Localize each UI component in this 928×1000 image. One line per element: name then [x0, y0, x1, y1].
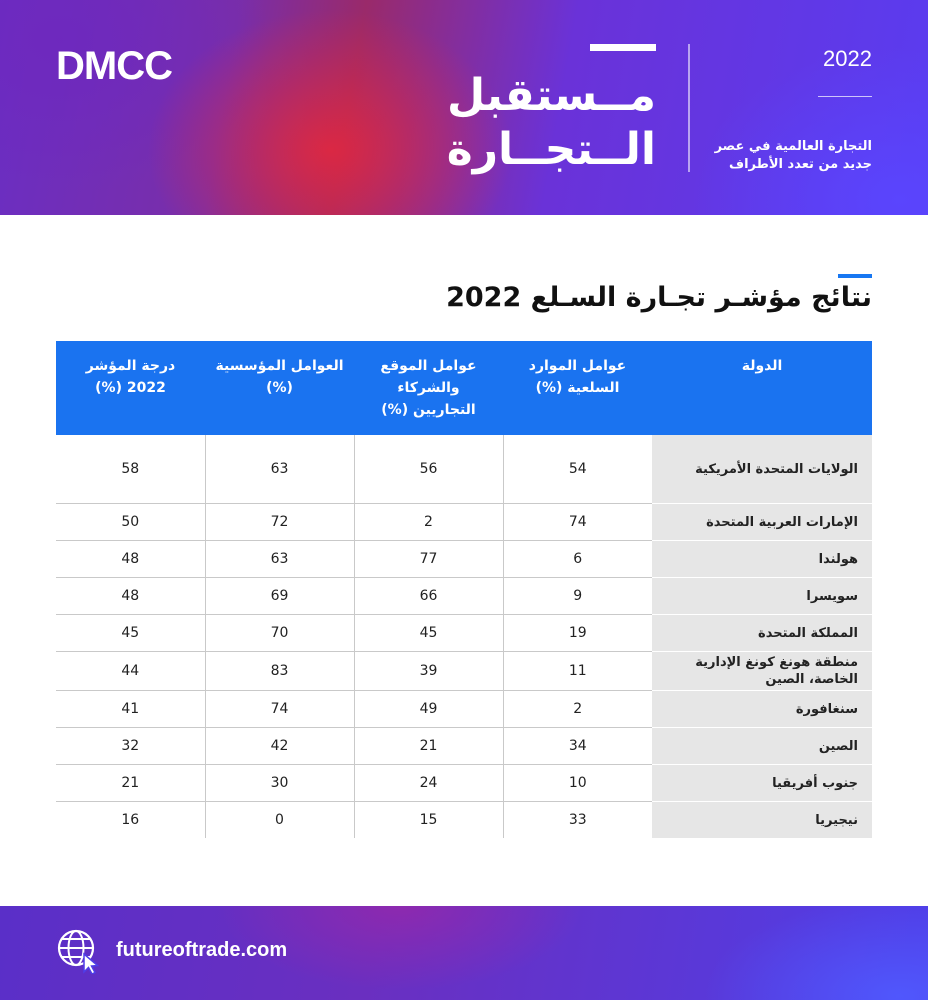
location-cell: 39	[354, 652, 503, 691]
year-rule	[818, 96, 872, 97]
header-banner	[0, 0, 928, 215]
resources-cell: 19	[503, 615, 652, 652]
resources-cell: 33	[503, 802, 652, 839]
table-row	[56, 652, 872, 691]
country-cell: جنوب أفريقيا	[652, 765, 872, 802]
institutional-cell: 83	[205, 652, 354, 691]
column-header: عوامل الموارد السلعية (%)	[503, 341, 652, 435]
location-cell: 45	[354, 615, 503, 652]
resources-cell: 11	[503, 652, 652, 691]
table-row	[56, 765, 872, 802]
location-cell: 77	[354, 541, 503, 578]
header-year: 2022	[823, 46, 872, 71]
score-cell: 44	[56, 652, 205, 691]
resources-cell: 34	[503, 728, 652, 765]
score-cell: 50	[56, 504, 205, 541]
location-cell: 49	[354, 691, 503, 728]
institutional-cell: 69	[205, 578, 354, 615]
location-cell: 2	[354, 504, 503, 541]
resources-cell: 2	[503, 691, 652, 728]
section-title: نتائج مؤشـر تجـارة السـلع 2022	[446, 282, 872, 313]
table-row	[56, 435, 872, 504]
institutional-cell: 74	[205, 691, 354, 728]
score-cell: 58	[56, 435, 205, 504]
institutional-cell: 0	[205, 802, 354, 839]
title-accent-bar	[590, 44, 656, 51]
location-cell: 15	[354, 802, 503, 839]
table-header-row	[56, 341, 872, 435]
country-cell: الولايات المتحدة الأمريكية	[652, 435, 872, 504]
institutional-cell: 63	[205, 435, 354, 504]
footer-banner	[0, 906, 928, 1000]
main-title-line-2: الــتجــارة	[446, 124, 656, 175]
country-cell: المملكة المتحدة	[652, 615, 872, 652]
table-row	[56, 802, 872, 839]
country-cell: سويسرا	[652, 578, 872, 615]
location-cell: 66	[354, 578, 503, 615]
table-row	[56, 541, 872, 578]
country-cell: هولندا	[652, 541, 872, 578]
table-row	[56, 615, 872, 652]
globe-cursor-icon	[56, 928, 102, 974]
column-header: العوامل المؤسسية (%)	[205, 341, 354, 435]
location-cell: 24	[354, 765, 503, 802]
column-header: الدولة	[652, 341, 872, 435]
score-cell: 16	[121, 812, 140, 828]
institutional-cell: 63	[205, 541, 354, 578]
resources-cell: 54	[503, 435, 652, 504]
table-row	[56, 691, 872, 728]
resources-cell: 10	[503, 765, 652, 802]
header-subtitle: التجارة العالمية في عصر جديد من تعدد الأطراف	[714, 139, 872, 172]
resources-cell: 9	[503, 578, 652, 615]
score-cell: 32	[56, 728, 205, 765]
table-row	[56, 504, 872, 541]
country-cell: الإمارات العربية المتحدة	[652, 504, 872, 541]
institutional-cell: 42	[205, 728, 354, 765]
score-cell: 45	[56, 615, 205, 652]
table-row	[56, 578, 872, 615]
section-accent-bar	[838, 274, 872, 278]
score-cell: 48	[56, 541, 205, 578]
resources-cell: 6	[503, 541, 652, 578]
results-table	[56, 341, 872, 838]
location-cell: 56	[354, 435, 503, 504]
institutional-cell: 70	[205, 615, 354, 652]
score-cell: 21	[56, 765, 205, 802]
column-header: درجة المؤشر 2022 (%)	[56, 341, 205, 435]
score-cell: 41	[56, 691, 205, 728]
location-cell: 21	[354, 728, 503, 765]
institutional-cell: 30	[205, 765, 354, 802]
institutional-cell: 72	[205, 504, 354, 541]
table-row	[56, 728, 872, 765]
country-cell: منطقة هونغ كونغ الإدارية الخاصة، الصين	[652, 652, 872, 691]
main-title-line-1: مــستقبل	[447, 70, 656, 121]
column-header: عوامل الموقع والشركاء التجاريين (%)	[354, 341, 503, 435]
country-cell: نيجيريا	[652, 802, 872, 839]
country-cell: الصين	[652, 728, 872, 765]
resources-cell: 74	[503, 504, 652, 541]
score-cell: 48	[56, 578, 205, 615]
website-url[interactable]: futureoftrade.com	[116, 939, 288, 961]
dmcc-logo: DMCC	[56, 44, 172, 88]
country-cell: سنغافورة	[652, 691, 872, 728]
